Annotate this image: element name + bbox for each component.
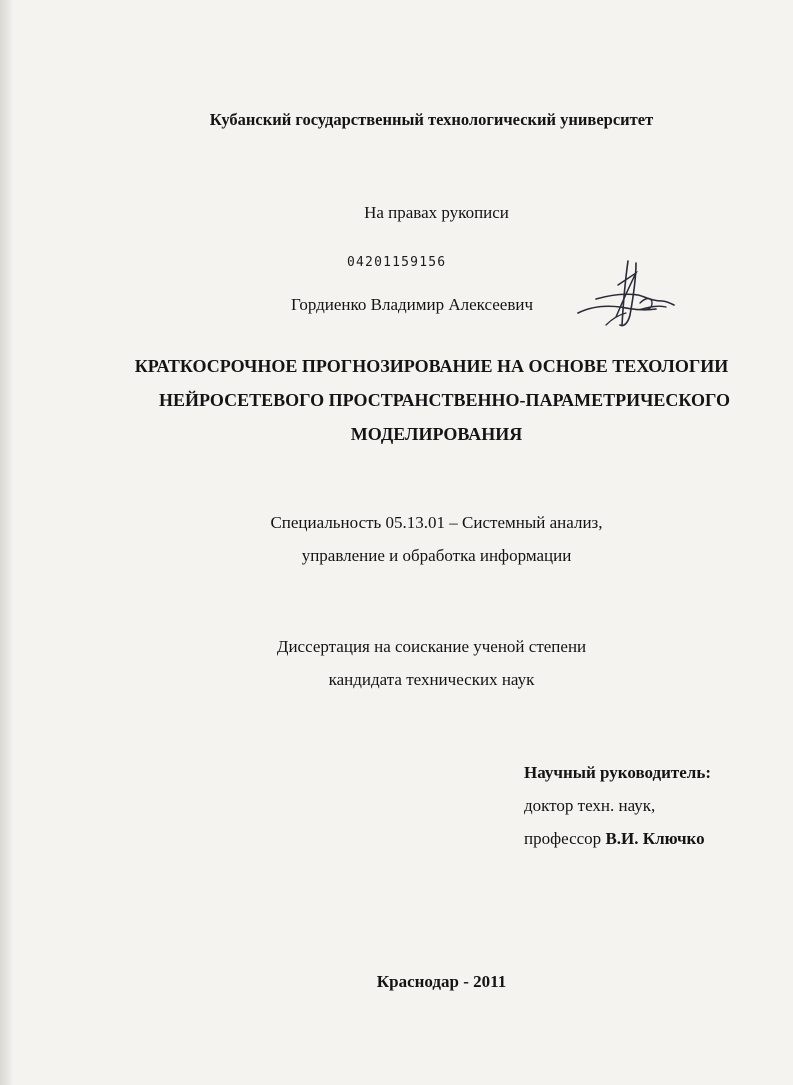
dissertation-title-line: НЕЙРОСЕТЕВОГО ПРОСТРАНСТВЕННО-ПАРАМЕТРИЧЕСКОГО <box>159 390 730 410</box>
specialty-line: Специальность 05.13.01 – Системный анализ, <box>270 513 603 532</box>
degree-line: Диссертация на соискание ученой степени <box>276 637 587 656</box>
dissertation-title-line: МОДЕЛИРОВАНИЯ <box>350 424 523 444</box>
dissertation-title-line: КРАТКОСРОЧНОЕ ПРОГНОЗИРОВАНИЕ НА ОСНОВЕ ТЕХОЛОГИИ <box>134 356 729 376</box>
author-name: Гордиенко Владимир Алексеевич <box>291 295 534 314</box>
supervisor-heading: Научный руководитель: <box>524 763 711 782</box>
university-name: Кубанский государственный технологический университет <box>209 110 654 129</box>
supervisor-title <box>524 829 705 849</box>
supervisor-degree: доктор техн. наук, <box>524 796 656 815</box>
supervisor-name: В.И. Ключко <box>605 829 705 848</box>
registration-code: 04201159156 <box>347 255 447 270</box>
manuscript-rights-note: На правах рукописи <box>364 203 509 222</box>
author-signature <box>566 255 676 335</box>
scan-edge-shadow <box>0 0 14 1085</box>
degree-line: кандидата технических наук <box>328 670 535 689</box>
specialty-line: управление и обработка информации <box>301 546 572 565</box>
supervisor-position: профессор <box>524 829 602 848</box>
city-year: Краснодар - 2011 <box>376 972 507 991</box>
